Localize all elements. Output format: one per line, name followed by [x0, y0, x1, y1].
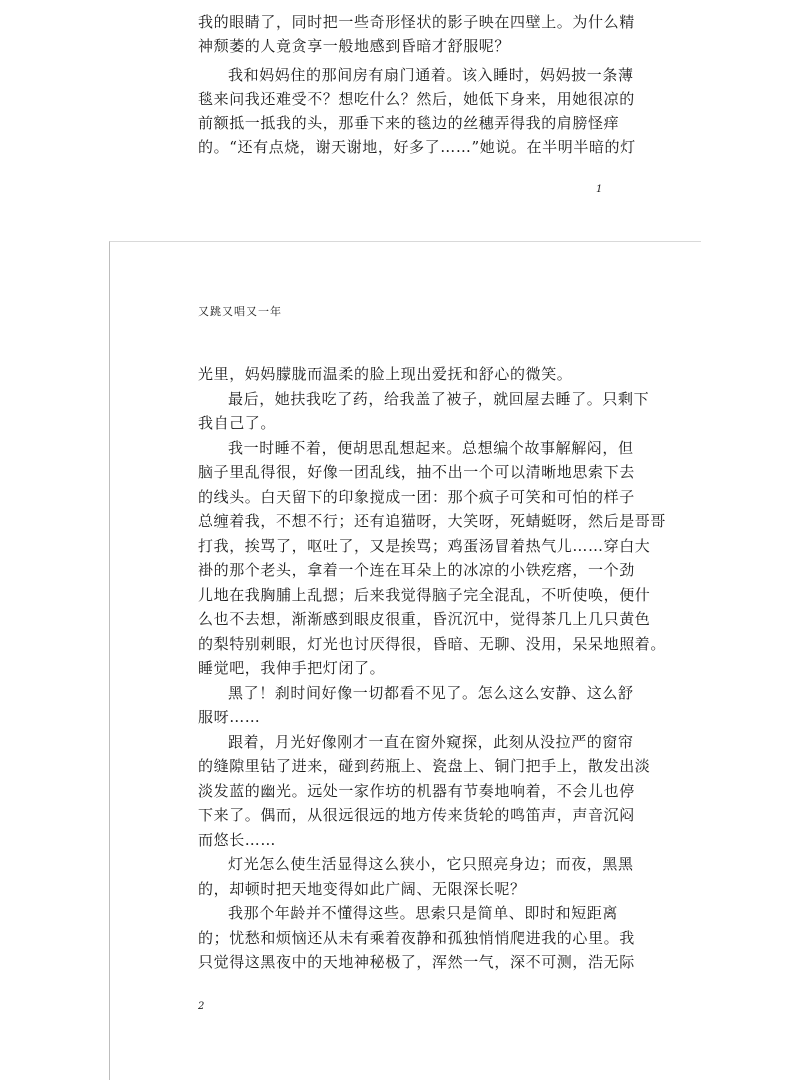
text-line: 灯光怎么使生活显得这么狭小，它只照亮身边；而夜，黑黑 — [228, 855, 634, 873]
text-line: 睡觉吧，我伸手把灯闭了。 — [198, 659, 386, 677]
text-line: 毯来问我还难受不？想吃什么？然后，她低下身来，用她很凉的 — [198, 90, 635, 108]
text-line: 黑了！刹时间好像一切都看不见了。怎么这么安静、这么舒 — [228, 684, 634, 702]
page-number: 2 — [198, 1001, 205, 1012]
page-number: 1 — [596, 184, 603, 195]
text-line: 的，却顿时把天地变得如此广阔、无限深长呢？ — [198, 880, 526, 898]
text-line: 的。“还有点烧，谢天谢地，好多了……”她说。在半明半暗的灯 — [198, 138, 636, 156]
text-line: 我那个年龄并不懂得这些。思索只是简单、即时和短距离 — [228, 904, 619, 922]
text-line: 服呀…… — [198, 708, 261, 726]
text-line: 淡发蓝的幽光。远处一家作坊的机器有节奏地响着，不会儿也停 — [198, 782, 635, 800]
text-line: 跟着，月光好像刚才一直在窗外窥探，此刻从没拉严的窗帘 — [228, 733, 634, 751]
text-line: 最后，她扶我吃了药，给我盖了被子，就回屋去睡了。只剩下 — [228, 390, 650, 408]
text-line: 的；忧愁和烦恼还从未有乘着夜静和孤独悄悄爬进我的心里。我 — [198, 929, 635, 947]
page-1 — [110, 0, 690, 232]
text-line: 神颓萎的人竟贪享一般地感到昏暗才舒服呢？ — [198, 37, 511, 55]
text-line: 打我，挨骂了，呕吐了，又是挨骂；鸡蛋汤冒着热气儿……穿白大 — [198, 537, 651, 555]
text-line: 而悠长…… — [198, 831, 277, 849]
text-line: 前额抵一抵我的头，那垂下来的毯边的丝穗弄得我的肩膀怪痒 — [198, 114, 620, 132]
text-line: 总缠着我，不想不行；还有追猫呀，大笑呀，死蜻蜓呀，然后是哥哥 — [198, 512, 667, 530]
text-line: 我和妈妈住的那间房有扇门通着。该入睡时，妈妈披一条薄 — [228, 66, 634, 84]
text-line: 只觉得这黑夜中的天地神秘极了，浑然一气，深不可测，浩无际 — [198, 953, 635, 971]
running-head: 又跳又唱又一年 — [198, 305, 282, 318]
text-line: 我一时睡不着，便胡思乱想起来。总想编个故事解解闷，但 — [228, 439, 634, 457]
text-line: 我的眼睛了，同时把一些奇形怪状的影子映在四壁上。为什么精 — [198, 13, 635, 31]
text-line: 褂的那个老头，拿着一个连在耳朵上的冰凉的小铁疙瘩，一个劲 — [198, 561, 635, 579]
text-line: 么也不去想，渐渐感到眼皮很重，昏沉沉中，觉得茶几上几只黄色 — [198, 610, 651, 628]
text-line: 的线头。白天留下的印象搅成一团：那个疯子可笑和可怕的样子 — [198, 488, 635, 506]
page-2 — [109, 241, 701, 1080]
text-line: 的缝隙里钻了进来，碰到药瓶上、瓷盘上、铜门把手上，散发出淡 — [198, 757, 651, 775]
text-line: 下来了。偶而，从很远很远的地方传来货轮的鸣笛声，声音沉闷 — [198, 806, 635, 824]
text-line: 的梨特别刺眼，灯光也讨厌得很，昏暗、无聊、没用，呆呆地照着。 — [198, 635, 667, 653]
text-line: 光里，妈妈朦胧而温柔的脸上现出爱抚和舒心的微笑。 — [198, 365, 573, 383]
text-line: 脑子里乱得很，好像一团乱线，抽不出一个可以清晰地思索下去 — [198, 463, 635, 481]
text-line: 儿地在我胸脯上乱摁；后来我觉得脑子完全混乱，不听使唤，便什 — [198, 586, 651, 604]
text-line: 我自己了。 — [198, 414, 277, 432]
